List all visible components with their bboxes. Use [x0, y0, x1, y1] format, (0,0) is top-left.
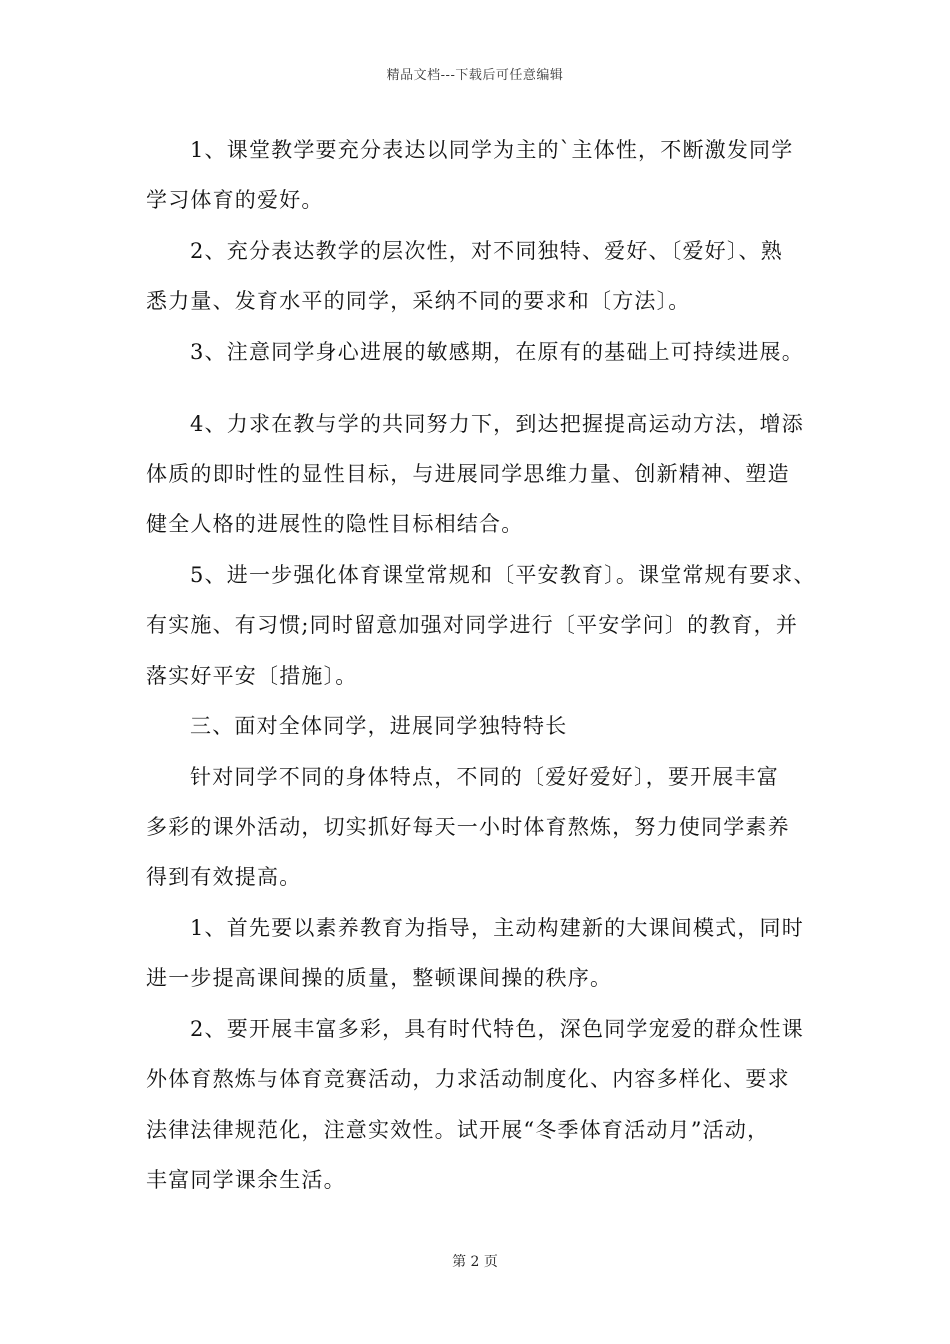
text-line-18: 2、要开展丰富多彩，具有时代特色，深色同学宠爱的群众性课 [190, 1017, 804, 1041]
text-line-2: 学习体育的爱好。 [146, 188, 324, 212]
text-line-13: 针对同学不同的身体特点，不同的〔爱好爱好〕，要开展丰富 [190, 765, 779, 789]
text-line-14: 多彩的课外活动，切实抓好每天一小时体育熬炼，努力使同学素养 [146, 815, 790, 839]
text-line-6: 4、力求在教与学的共同努力下，到达把握提高运动方法，增添 [190, 412, 804, 436]
text-line-10: 有实施、有习惯;同时留意加强对同学进行〔平安学问〕的教育，并 [146, 613, 799, 637]
text-line-8: 健全人格的进展性的隐性目标相结合。 [146, 512, 524, 536]
text-line-19: 外体育熬炼与体育竞赛活动，力求活动制度化、内容多样化、要求 [146, 1067, 790, 1091]
text-line-15: 得到有效提高。 [146, 865, 302, 889]
text-line-5: 3、注意同学身心进展的敏感期，在原有的基础上可持续进展。 [190, 340, 804, 364]
text-line-11: 落实好平安〔措施〕。 [146, 664, 358, 688]
text-line-17: 进一步提高课间操的质量，整顿课间操的秩序。 [146, 966, 613, 990]
page-header: 精品文档---下载后可任意编辑 [386, 68, 564, 83]
text-line-3: 2、充分表达教学的层次性，对不同独特、爱好、〔爱好〕、熟 [190, 239, 783, 263]
text-line-9: 5、进一步强化体育课堂常规和〔平安教育〕。课堂常规有要求、 [190, 563, 816, 587]
text-line-7: 体质的即时性的显性目标，与进展同学思维力量、创新精神、塑造 [146, 462, 790, 486]
text-line-20: 法律法律规范化，注意实效性。试开展“冬季体育活动月”活动， [146, 1118, 770, 1142]
text-line-1: 1、课堂教学要充分表达以同学为主的`主体性，不断激发同学 [190, 138, 794, 162]
page-number: 第 2 页 [452, 1254, 498, 1270]
text-line-16: 1、首先要以素养教育为指导，主动构建新的大课间模式，同时 [190, 916, 804, 940]
section-heading: 三、面对全体同学，进展同学独特特长 [190, 714, 568, 738]
text-line-21: 丰富同学课余生活。 [146, 1168, 346, 1192]
text-line-4: 悉力量、发育水平的同学，采纳不同的要求和〔方法〕。 [146, 289, 691, 313]
